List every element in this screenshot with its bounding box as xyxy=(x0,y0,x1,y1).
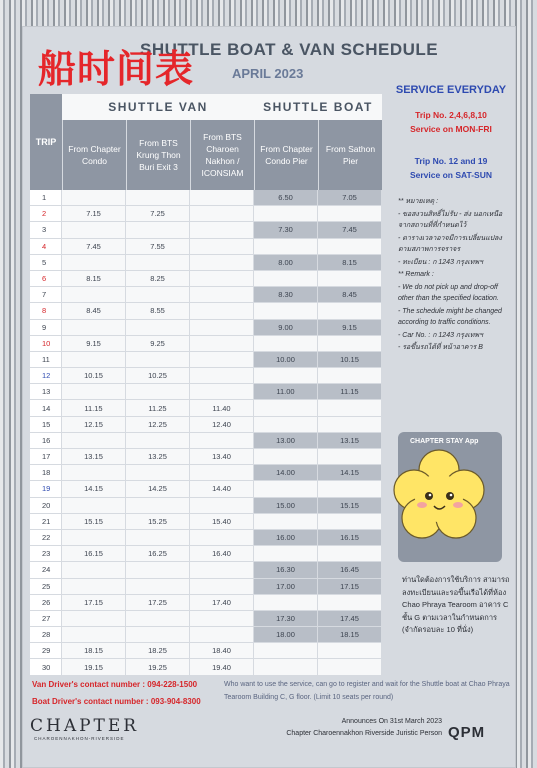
table-row xyxy=(30,303,382,319)
table-row xyxy=(30,336,382,352)
remark-item: - We do not pick up and drop-off other than the specified location. xyxy=(398,283,499,302)
trip-number: 26 xyxy=(30,595,62,611)
trip-number: 29 xyxy=(30,643,62,659)
table-row xyxy=(30,255,382,271)
boat-time-cell: 17.15 xyxy=(318,579,382,595)
van-time-cell: 18.25 xyxy=(126,643,190,659)
boat-time-cell xyxy=(254,303,318,319)
van-time-cell xyxy=(62,190,126,206)
boat-time-cell xyxy=(254,643,318,659)
flower-sticker-icon xyxy=(384,446,494,546)
van-time-cell xyxy=(62,255,126,271)
qpm-logo: QPM xyxy=(448,724,486,741)
trip-number: 2 xyxy=(30,206,62,222)
boat-time-cell: 17.00 xyxy=(254,579,318,595)
van-time-cell xyxy=(190,255,254,271)
van-time-cell: 11.25 xyxy=(126,400,190,416)
van-time-cell: 8.25 xyxy=(126,271,190,287)
table-row xyxy=(30,417,382,433)
boat-time-cell xyxy=(318,206,382,222)
boat-time-cell: 13.00 xyxy=(254,433,318,449)
van-time-cell xyxy=(62,611,126,627)
van-time-cell xyxy=(190,222,254,238)
table-row xyxy=(30,368,382,384)
van-time-cell: 19.40 xyxy=(190,659,254,675)
trip-column-header: TRIP xyxy=(30,94,62,190)
table-row xyxy=(30,222,382,238)
boat-time-cell xyxy=(318,336,382,352)
table-row xyxy=(30,514,382,530)
van-time-cell: 15.25 xyxy=(126,514,190,530)
boat-time-cell xyxy=(318,239,382,255)
van-time-cell xyxy=(126,579,190,595)
van-time-cell: 10.15 xyxy=(62,368,126,384)
remark-item: ** Remark : xyxy=(398,271,434,278)
van-time-cell: 16.25 xyxy=(126,546,190,562)
van-time-cell xyxy=(126,352,190,368)
van-time-cell xyxy=(190,287,254,303)
van-time-cell: 7.55 xyxy=(126,239,190,255)
van-time-cell: 17.40 xyxy=(190,595,254,611)
trip-number: 8 xyxy=(30,303,62,319)
boat-time-cell: 9.00 xyxy=(254,320,318,336)
van-time-cell: 14.15 xyxy=(62,481,126,497)
van-time-cell: 18.15 xyxy=(62,643,126,659)
van-time-cell: 11.40 xyxy=(190,400,254,416)
boat-time-cell: 8.30 xyxy=(254,287,318,303)
boat-time-cell xyxy=(254,514,318,530)
boat-time-cell xyxy=(254,271,318,287)
van-time-cell xyxy=(190,384,254,400)
remark-item: - ตารางเวลาอาจมีการเปลี่ยนแปลงตามสภาพการจราจร xyxy=(398,234,502,253)
table-row xyxy=(30,352,382,368)
van-time-cell xyxy=(190,239,254,255)
table-row xyxy=(30,449,382,465)
van-time-cell xyxy=(126,255,190,271)
van-time-cell xyxy=(190,190,254,206)
van-time-cell: 15.15 xyxy=(62,514,126,530)
weekday-trips: Trip No. 2,4,6,8,10 xyxy=(415,110,487,120)
van-time-cell: 18.40 xyxy=(190,643,254,659)
trip-number: 19 xyxy=(30,481,62,497)
trip-number: 13 xyxy=(30,384,62,400)
van-time-cell: 14.25 xyxy=(126,481,190,497)
van-time-cell xyxy=(190,368,254,384)
van-time-cell xyxy=(126,433,190,449)
van-time-cell xyxy=(126,287,190,303)
poster-title: SHUTTLE BOAT & VAN SCHEDULE xyxy=(140,40,439,59)
trip-number: 7 xyxy=(30,287,62,303)
van-time-cell xyxy=(190,627,254,643)
boat-time-cell: 13.15 xyxy=(318,433,382,449)
boat-time-cell xyxy=(254,336,318,352)
boat-time-cell: 6.50 xyxy=(254,190,318,206)
boat-time-cell: 17.30 xyxy=(254,611,318,627)
van-time-cell xyxy=(126,498,190,514)
service-heading: SERVICE EVERYDAY xyxy=(395,84,507,96)
van-time-cell xyxy=(190,465,254,481)
van-time-cell xyxy=(126,320,190,336)
boat-time-cell: 11.15 xyxy=(318,384,382,400)
van-time-cell xyxy=(126,562,190,578)
chapter-logo-subtitle: CHAROENNAKHON-RIVERSIDE xyxy=(34,736,125,741)
boat-time-cell xyxy=(318,643,382,659)
remark-item: - ทะเบียน : ก 1243 กรุงเทพฯ xyxy=(398,258,483,266)
chinese-overlay-title: 船时间表 xyxy=(38,47,195,91)
boat-time-cell xyxy=(318,546,382,562)
poster-subtitle: APRIL 2023 xyxy=(232,66,304,81)
boat-time-cell: 7.45 xyxy=(318,222,382,238)
van-time-cell: 19.25 xyxy=(126,659,190,675)
table-row xyxy=(30,271,382,287)
table-row xyxy=(30,643,382,659)
trip-number: 3 xyxy=(30,222,62,238)
trip-number: 28 xyxy=(30,627,62,643)
boat-time-cell: 14.00 xyxy=(254,465,318,481)
van-time-cell xyxy=(126,384,190,400)
table-row xyxy=(30,239,382,255)
van-time-cell: 13.15 xyxy=(62,449,126,465)
weekend-days: Service on SAT-SUN xyxy=(409,170,493,180)
boat-time-cell xyxy=(254,449,318,465)
trip-number: 16 xyxy=(30,433,62,449)
van-time-cell xyxy=(126,190,190,206)
boat-time-cell xyxy=(318,303,382,319)
trip-number: 5 xyxy=(30,255,62,271)
boat-time-cell: 11.00 xyxy=(254,384,318,400)
van-time-cell xyxy=(190,271,254,287)
trip-number: 10 xyxy=(30,336,62,352)
schedule-table-body xyxy=(30,190,382,676)
column-header: From BTS Krung Thon Buri Exit 3 xyxy=(126,120,190,190)
van-time-cell: 12.40 xyxy=(190,417,254,433)
trip-number: 14 xyxy=(30,400,62,416)
van-time-cell xyxy=(62,320,126,336)
trip-number: 1 xyxy=(30,190,62,206)
van-time-cell xyxy=(126,222,190,238)
boat-time-cell xyxy=(254,417,318,433)
trip-number: 15 xyxy=(30,417,62,433)
column-header: From BTS Charoen Nakhon / ICONSIAM xyxy=(190,120,254,190)
trip-number: 20 xyxy=(30,498,62,514)
van-time-cell: 14.40 xyxy=(190,481,254,497)
boat-time-cell: 15.15 xyxy=(318,498,382,514)
column-header: From Chapter Condo xyxy=(62,120,126,190)
table-row xyxy=(30,562,382,578)
trip-number: 17 xyxy=(30,449,62,465)
table-row xyxy=(30,659,382,675)
boat-time-cell: 17.45 xyxy=(318,611,382,627)
boat-driver-contact: Boat Driver's contact number : 093-904-8300 xyxy=(32,697,201,706)
van-time-cell xyxy=(62,530,126,546)
boat-time-cell: 18.00 xyxy=(254,627,318,643)
van-time-cell: 7.25 xyxy=(126,206,190,222)
van-time-cell xyxy=(190,206,254,222)
table-row xyxy=(30,433,382,449)
boat-time-cell: 14.15 xyxy=(318,465,382,481)
trip-number: 23 xyxy=(30,546,62,562)
boat-time-cell xyxy=(318,368,382,384)
van-time-cell xyxy=(190,320,254,336)
van-time-cell: 15.40 xyxy=(190,514,254,530)
van-time-cell: 12.25 xyxy=(126,417,190,433)
remark-item: - รอขึ้นรถได้ที่ หน้าอาคาร B xyxy=(398,344,483,351)
van-time-cell: 8.15 xyxy=(62,271,126,287)
table-row xyxy=(30,190,382,206)
van-time-cell xyxy=(62,352,126,368)
boat-time-cell xyxy=(318,400,382,416)
boat-time-cell xyxy=(318,449,382,465)
remark-item: ** หมายเหตุ : xyxy=(398,198,439,205)
van-time-cell xyxy=(62,465,126,481)
boat-time-cell xyxy=(254,206,318,222)
shuttle-boat-header: SHUTTLE BOAT xyxy=(254,94,382,120)
boat-time-cell: 15.00 xyxy=(254,498,318,514)
van-time-cell: 10.25 xyxy=(126,368,190,384)
remarks-list xyxy=(398,196,510,355)
van-time-cell xyxy=(190,352,254,368)
van-time-cell: 16.40 xyxy=(190,546,254,562)
table-row xyxy=(30,611,382,627)
trip-number: 27 xyxy=(30,611,62,627)
boat-time-cell: 16.45 xyxy=(318,562,382,578)
table-row xyxy=(30,287,382,303)
van-time-cell xyxy=(62,579,126,595)
boat-time-cell xyxy=(318,271,382,287)
van-time-cell xyxy=(190,303,254,319)
boat-time-cell xyxy=(254,239,318,255)
boat-time-cell xyxy=(254,400,318,416)
table-row xyxy=(30,546,382,562)
column-header: From Sathon Pier xyxy=(318,120,382,190)
table-row xyxy=(30,530,382,546)
boat-time-cell xyxy=(254,659,318,675)
table-row xyxy=(30,384,382,400)
table-row xyxy=(30,579,382,595)
boat-registration-note: Who want to use the service, can go to register and wait for the Shuttle boat at Chao Phraya Tearoom Building C, G floor. (Limit 10 seats per round) xyxy=(224,681,510,701)
boat-time-cell: 16.00 xyxy=(254,530,318,546)
van-time-cell: 17.25 xyxy=(126,595,190,611)
boat-time-cell xyxy=(318,595,382,611)
trip-number: 18 xyxy=(30,465,62,481)
boat-time-cell: 7.30 xyxy=(254,222,318,238)
app-card-label: CHAPTER STAY App xyxy=(410,438,479,445)
trip-number: 11 xyxy=(30,352,62,368)
van-time-cell: 11.15 xyxy=(62,400,126,416)
van-time-cell xyxy=(62,433,126,449)
boat-time-cell: 16.15 xyxy=(318,530,382,546)
remark-item: - ขอสงวนสิทธิ์ไม่รับ - ส่ง นอกเหนือจากสถานที่ที่กำหนดไว้ xyxy=(398,210,503,229)
boat-time-cell: 16.30 xyxy=(254,562,318,578)
weekend-trips: Trip No. 12 and 19 xyxy=(414,156,488,166)
table-row xyxy=(30,498,382,514)
van-time-cell xyxy=(190,611,254,627)
table-row xyxy=(30,627,382,643)
boat-time-cell xyxy=(318,514,382,530)
table-row xyxy=(30,465,382,481)
van-time-cell: 9.25 xyxy=(126,336,190,352)
table-row xyxy=(30,206,382,222)
trip-number: 4 xyxy=(30,239,62,255)
trip-number: 21 xyxy=(30,514,62,530)
remark-item: - The schedule might be changed according to traffic conditions. xyxy=(398,307,502,326)
chapter-logo: CHAPTER xyxy=(30,716,140,736)
weekday-service-note xyxy=(392,108,510,136)
van-time-cell xyxy=(62,562,126,578)
trip-number: 12 xyxy=(30,368,62,384)
van-time-cell: 13.25 xyxy=(126,449,190,465)
boat-time-cell: 9.15 xyxy=(318,320,382,336)
van-time-cell xyxy=(62,222,126,238)
van-time-cell: 13.40 xyxy=(190,449,254,465)
van-time-cell xyxy=(190,562,254,578)
boat-time-cell: 10.15 xyxy=(318,352,382,368)
boat-time-cell: 8.15 xyxy=(318,255,382,271)
boat-time-cell xyxy=(254,546,318,562)
van-time-cell: 12.15 xyxy=(62,417,126,433)
announce-date: Announces On 31st March 2023 xyxy=(341,718,442,725)
boat-time-cell xyxy=(254,595,318,611)
boat-time-cell xyxy=(254,481,318,497)
van-time-cell xyxy=(190,530,254,546)
remark-item: - Car No. : ก 1243 กรุงเทพฯ xyxy=(398,331,483,339)
van-time-cell xyxy=(190,498,254,514)
trip-number: 30 xyxy=(30,659,62,675)
van-time-cell: 17.15 xyxy=(62,595,126,611)
van-time-cell xyxy=(62,498,126,514)
table-row xyxy=(30,400,382,416)
boat-time-cell: 10.00 xyxy=(254,352,318,368)
weekday-days: Service on MON-FRI xyxy=(410,124,492,134)
trip-number: 24 xyxy=(30,562,62,578)
van-time-cell xyxy=(190,336,254,352)
trip-number: 6 xyxy=(30,271,62,287)
van-time-cell xyxy=(62,384,126,400)
van-time-cell xyxy=(190,579,254,595)
boat-time-cell: 18.15 xyxy=(318,627,382,643)
shuttle-van-header: SHUTTLE VAN xyxy=(62,94,254,120)
announcement xyxy=(262,716,442,740)
boat-time-cell: 7.05 xyxy=(318,190,382,206)
boat-time-cell xyxy=(318,417,382,433)
van-time-cell: 7.15 xyxy=(62,206,126,222)
van-time-cell xyxy=(62,627,126,643)
trip-number: 9 xyxy=(30,320,62,336)
van-time-cell: 9.15 xyxy=(62,336,126,352)
van-time-cell: 7.45 xyxy=(62,239,126,255)
trip-number: 25 xyxy=(30,579,62,595)
table-row xyxy=(30,481,382,497)
van-time-cell xyxy=(126,611,190,627)
table-row xyxy=(30,320,382,336)
van-time-cell xyxy=(126,627,190,643)
van-time-cell xyxy=(126,465,190,481)
column-header: From Chapter Condo Pier xyxy=(254,120,318,190)
van-time-cell: 8.45 xyxy=(62,303,126,319)
announce-issuer: Chapter Charoennakhon Riverside Juristic Person xyxy=(286,730,442,737)
table-row xyxy=(30,595,382,611)
thai-boat-note: ท่านใดต้องการใช้บริการ สามารถลงทะเบียนและรอขึ้นเรือได้ที่ห้อง Chao Phraya Tearoom อาคาร C ชั้น G ตามเวลาในกำหนดการ (จำกัดรอบละ 10 ที่นั่ง) xyxy=(402,575,510,634)
van-time-cell: 8.55 xyxy=(126,303,190,319)
weekend-service-note xyxy=(392,154,510,182)
boat-time-cell: 8.00 xyxy=(254,255,318,271)
trip-number: 22 xyxy=(30,530,62,546)
van-time-cell: 19.15 xyxy=(62,659,126,675)
boat-time-cell xyxy=(254,368,318,384)
boat-time-cell xyxy=(318,481,382,497)
van-time-cell: 16.15 xyxy=(62,546,126,562)
boat-time-cell xyxy=(318,659,382,675)
boat-time-cell: 8.45 xyxy=(318,287,382,303)
van-time-cell xyxy=(190,433,254,449)
van-time-cell xyxy=(126,530,190,546)
van-driver-contact: Van Driver's contact number : 094-228-1500 xyxy=(32,680,198,689)
van-time-cell xyxy=(62,287,126,303)
